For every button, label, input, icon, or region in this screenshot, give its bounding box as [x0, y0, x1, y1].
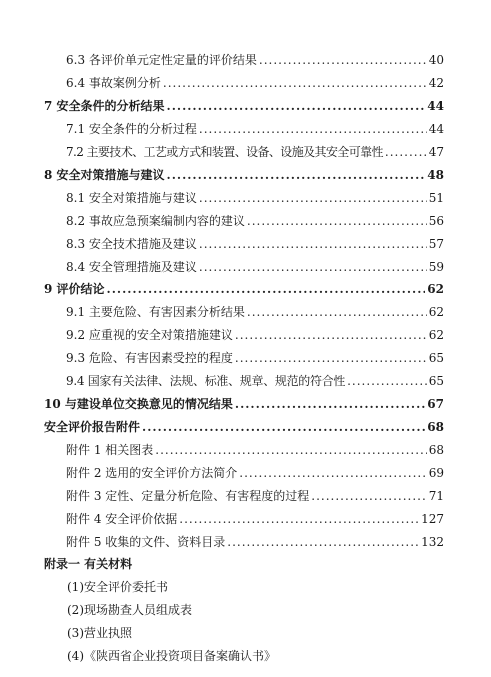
toc-entry-title: 8.1 安全对策措施与建议	[66, 191, 197, 205]
toc-entry-attachment-2[interactable]	[66, 463, 444, 483]
toc-entry-9-2[interactable]	[66, 325, 444, 345]
toc-entry-8-2[interactable]	[66, 211, 444, 231]
appendix-item: (2)现场勘查人员组成表	[67, 603, 192, 617]
appendix-item: (1)安全评价委托书	[67, 580, 168, 594]
toc-entry-title: 8.4 安全管理措施及建议	[66, 260, 197, 274]
toc-entry-page: 62	[427, 282, 444, 296]
toc-entry-title: 7 安全条件的分析结果	[44, 99, 165, 113]
toc-entry-7-2[interactable]	[66, 142, 444, 162]
toc-entry-10[interactable]	[44, 394, 444, 414]
dot-leader	[199, 257, 427, 277]
toc-entry-6-3[interactable]	[66, 50, 444, 70]
toc-entry-8-4[interactable]	[66, 257, 444, 277]
toc-entry-title: 附件 5 收集的文件、资料目录	[66, 535, 226, 549]
toc-entry-page: 42	[428, 76, 444, 90]
toc-entry-title: 10 与建设单位交换意见的情况结果	[44, 397, 233, 411]
toc-entry-8-1[interactable]	[66, 188, 444, 208]
toc-entry-page: 68	[427, 420, 444, 434]
toc-entry-attachment-5[interactable]	[66, 532, 444, 552]
toc-entry-page: 47	[428, 145, 444, 159]
toc-entry-page: 51	[428, 191, 444, 205]
toc-entry-8-3[interactable]	[66, 234, 444, 254]
dot-leader	[235, 325, 427, 345]
toc-entry-title: 9.2 应重视的安全对策措施建议	[66, 328, 233, 342]
toc-entry-attachment-3[interactable]	[66, 486, 444, 506]
toc-entry-9-1[interactable]	[66, 302, 444, 322]
toc-entry-title: 安全评价报告附件	[44, 420, 141, 434]
dot-leader	[347, 371, 427, 391]
toc-entry-page: 62	[428, 328, 444, 342]
toc-entry-title: 8.2 事故应急预案编制内容的建议	[66, 214, 245, 228]
toc-entry-9-3[interactable]	[66, 348, 444, 368]
dot-leader	[167, 96, 426, 116]
toc-entry-6-4[interactable]	[66, 73, 444, 93]
toc-entry-page: 56	[428, 214, 444, 228]
toc-entry-title: 附件 4 安全评价依据	[66, 512, 178, 526]
toc-entry-title: 附件 2 选用的安全评价方法简介	[66, 466, 238, 480]
appendix-item: (4)《陕西省企业投资项目备案确认书》	[67, 649, 276, 663]
dot-leader	[167, 165, 426, 185]
toc-entry-title: 9.1 主要危险、有害因素分析结果	[66, 305, 245, 319]
toc-entry-page: 48	[427, 168, 444, 182]
toc-entry-page: 68	[428, 443, 444, 457]
toc-entry-page: 62	[428, 305, 444, 319]
toc-entry-page: 71	[428, 489, 444, 503]
toc-entry-title: 9.3 危险、有害因素受控的程度	[66, 351, 233, 365]
toc-entry-title: 8 安全对策措施与建议	[44, 168, 165, 182]
toc-entry-page: 67	[427, 397, 444, 411]
toc-entry-9[interactable]	[44, 279, 444, 299]
toc-entry-attachment-1[interactable]	[66, 440, 444, 460]
toc-entry-page: 57	[428, 237, 444, 251]
toc-entry-7-1[interactable]	[66, 119, 444, 139]
toc-entry-8[interactable]	[44, 165, 444, 185]
toc-entry-9-4[interactable]	[66, 371, 444, 391]
toc-entry-page: 40	[428, 53, 444, 67]
dot-leader	[155, 440, 426, 460]
dot-leader	[239, 463, 426, 483]
dot-leader	[227, 532, 419, 552]
dot-leader	[247, 211, 427, 231]
toc-entry-title: 9.4 国家有关法律、法规、标准、规章、规范的符合性	[66, 374, 346, 388]
toc-entry-attachments[interactable]	[44, 417, 444, 437]
appendix-item: (3)营业执照	[67, 626, 132, 640]
toc-entry-title: 附件 3 定性、定量分析危险、有害程度的过程	[66, 489, 310, 503]
toc-entry-title: 7.1 安全条件的分析过程	[66, 122, 197, 136]
toc-entry-page: 44	[427, 99, 444, 113]
dot-leader	[142, 417, 425, 437]
toc-entry-page: 65	[428, 374, 444, 388]
toc-entry-page: 59	[428, 260, 444, 274]
toc-entry-page: 127	[421, 512, 444, 526]
dot-leader	[235, 348, 427, 368]
dot-leader	[163, 73, 427, 93]
dot-leader	[259, 50, 427, 70]
toc-entry-title: 9 评价结论	[44, 282, 105, 296]
toc-entry-title: 附件 1 相关图表	[66, 443, 154, 457]
appendix-heading: 附录一 有关材料	[44, 557, 133, 571]
toc-entry-title: 6.3 各评价单元定性定量的评价结果	[66, 53, 257, 67]
dot-leader	[199, 119, 427, 139]
toc-entry-attachment-4[interactable]	[66, 509, 444, 529]
dot-leader	[199, 188, 427, 208]
dot-leader	[179, 509, 419, 529]
toc-entry-7[interactable]	[44, 96, 444, 116]
toc-entry-page: 44	[428, 122, 444, 136]
dot-leader	[311, 486, 426, 506]
toc-entry-title: 6.4 事故案例分析	[66, 76, 161, 90]
dot-leader	[107, 279, 426, 299]
dot-leader	[235, 394, 425, 414]
toc-entry-title: 7.2 主要技术、工艺或方式和装置、设备、设施及其安全可靠性	[66, 145, 383, 159]
toc-entry-page: 65	[428, 351, 444, 365]
dot-leader	[385, 142, 427, 162]
dot-leader	[247, 302, 427, 322]
toc-entry-page: 69	[428, 466, 444, 480]
toc-entry-title: 8.3 安全技术措施及建议	[66, 237, 197, 251]
dot-leader	[199, 234, 427, 254]
toc-entry-page: 132	[421, 535, 444, 549]
